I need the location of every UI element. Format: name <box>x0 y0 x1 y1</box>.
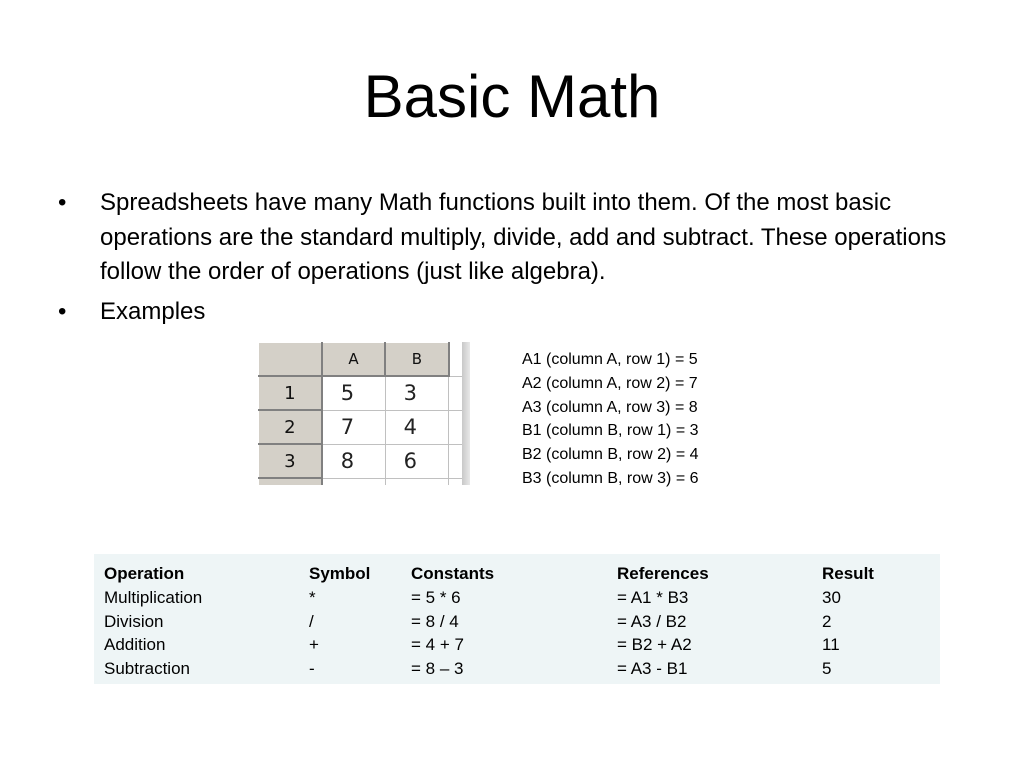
cell-b2: 4 <box>385 410 448 444</box>
references-cell: = A1 * B3 <box>617 587 689 607</box>
corner-cell <box>259 343 322 377</box>
cell-definition: A3 (column A, row 3) = 8 <box>522 398 698 416</box>
sheet-row <box>259 410 469 444</box>
spreadsheet-snippet <box>258 342 469 485</box>
result-cell: 30 <box>822 587 841 607</box>
sheet-row <box>259 478 469 485</box>
operations-header-row <box>104 562 922 586</box>
constants-cell: = 4 + 7 <box>411 635 464 655</box>
operations-grid <box>104 562 922 681</box>
constants-cell: = 8 / 4 <box>411 611 459 631</box>
header-operation: Operation <box>104 564 185 583</box>
result-cell: 11 <box>822 635 840 655</box>
empty-cell <box>385 478 448 485</box>
symbol-cell: + <box>309 635 319 655</box>
bullet-text: Examples <box>100 297 206 325</box>
references-cell: = A3 - B1 <box>617 659 688 679</box>
cell-a2: 7 <box>322 410 385 444</box>
cell-definition: A2 (column A, row 2) = 7 <box>522 374 698 392</box>
row-header <box>259 478 322 485</box>
operation-cell: Division <box>104 611 164 631</box>
sheet-row <box>259 376 469 410</box>
sheet-edge <box>462 342 470 485</box>
operation-cell: Subtraction <box>104 659 190 679</box>
constants-cell: = 5 * 6 <box>411 587 461 607</box>
table-row <box>104 610 922 634</box>
references-cell: = A3 / B2 <box>617 611 687 631</box>
bullet-text: Spreadsheets have many Math functions built into them. Of the most basic operations are the standard multiply, divide, add and subtract. These operations follow the order of operations (just like algebra). <box>100 189 947 285</box>
cell-b1: 3 <box>385 376 448 410</box>
references-cell: = B2 + A2 <box>617 635 692 655</box>
sheet-row <box>259 444 469 478</box>
operations-table <box>94 554 940 684</box>
bullet-item <box>58 295 978 330</box>
constants-cell: = 8 – 3 <box>411 659 464 679</box>
header-symbol: Symbol <box>309 564 371 583</box>
result-cell: 5 <box>822 659 832 679</box>
table-row <box>104 633 922 657</box>
symbol-cell: / <box>309 611 314 631</box>
cell-a3: 8 <box>322 444 385 478</box>
bullet-icon: • <box>58 189 67 216</box>
header-references: References <box>617 564 709 583</box>
result-cell: 2 <box>822 611 832 631</box>
operation-cell: Addition <box>104 635 166 655</box>
cell-definitions <box>522 348 699 491</box>
symbol-cell: - <box>309 659 315 679</box>
cell-definition: B3 (column B, row 3) = 6 <box>522 469 699 487</box>
table-row <box>104 657 922 681</box>
row-header: 3 <box>259 444 322 478</box>
column-header-a: A <box>322 343 385 377</box>
symbol-cell: * <box>309 587 316 607</box>
row-header: 1 <box>259 376 322 410</box>
cell-definition: B2 (column B, row 2) = 4 <box>522 446 699 464</box>
cell-definition: A1 (column A, row 1) = 5 <box>522 351 698 368</box>
header-constants: Constants <box>411 564 495 583</box>
cell-definition: B1 (column B, row 1) = 3 <box>522 422 699 440</box>
bullet-list <box>58 186 978 334</box>
header-result: Result <box>822 564 874 583</box>
cell-b3: 6 <box>385 444 448 478</box>
cell-a1: 5 <box>322 376 385 410</box>
bullet-item <box>58 186 978 290</box>
column-header-b: B <box>385 343 448 377</box>
operation-cell: Multiplication <box>104 587 203 607</box>
slide-title: Basic Math <box>363 63 661 130</box>
spreadsheet-grid <box>258 342 469 485</box>
empty-cell <box>322 478 385 485</box>
table-row <box>104 586 922 610</box>
column-header-row <box>259 343 469 377</box>
bullet-icon: • <box>58 297 67 325</box>
row-header: 2 <box>259 410 322 444</box>
